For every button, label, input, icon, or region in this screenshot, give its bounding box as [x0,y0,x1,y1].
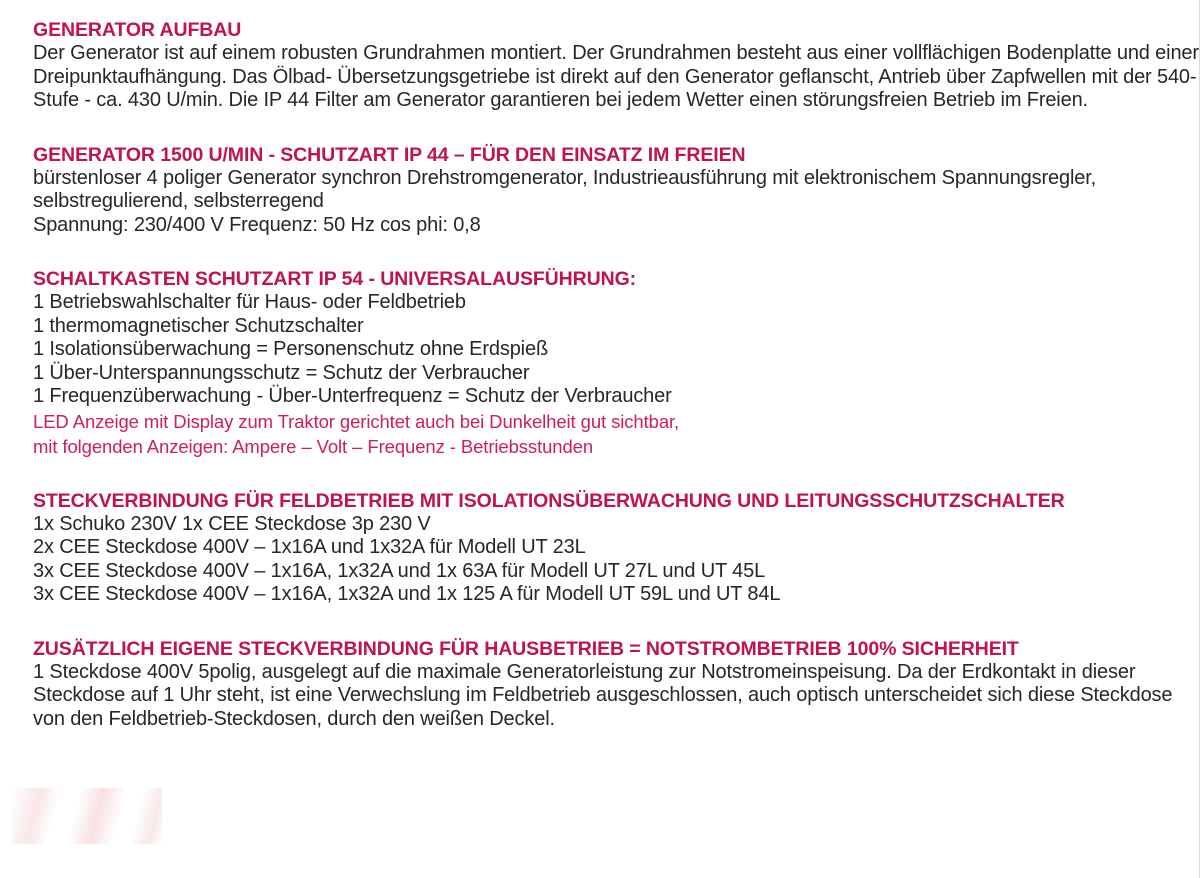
section-heading: SCHALTKASTEN SCHUTZART IP 54 - UNIVERSALAUSFÜHRUNG: [33,268,637,290]
spec-line: 1 Über-Unterspannungsschutz = Schutz der Verbraucher [33,361,530,384]
section-generator-aufbau [33,18,1199,113]
spec-line: Spannung: 230/400 V Frequenz: 50 Hz cos phi: 0,8 [33,213,481,236]
section-spacer [33,459,1199,489]
section-spacer [33,113,1199,143]
section-steckverbindung-feldbetrieb [33,489,1199,607]
section-paragraph: 1 Steckdose 400V 5polig, ausgelegt auf die maximale Generatorleistung zur Notstromeinspeisung. Da der Erdkontakt in dieser Steckdose auf 1 Uhr steht, ist eine Verwechslung im Feldbetrieb ausgeschlossen, auch optisch unterscheidet sich diese Steckdose von den Feldbetrieb-Steckdosen, durch den weißen Deckel. [33,660,1173,730]
led-display-note: mit folgenden Anzeigen: Ampere – Volt – Frequenz - Betriebsstunden [33,435,594,457]
spec-line: 2x CEE Steckdose 400V – 1x16A und 1x32A für Modell UT 23L [33,536,586,558]
section-heading: GENERATOR AUFBAU [33,19,242,41]
section-steckverbindung-hausbetrieb [33,637,1199,732]
section-heading: GENERATOR 1500 U/MIN - SCHUTZART IP 44 – FÜR DEN EINSATZ IM FREIEN [33,143,746,166]
spec-line: 1 thermomagnetischer Schutzschalter [33,314,364,337]
spec-line: bürstenloser 4 poliger Generator synchron Drehstromgenerator, Industrieausführung mit elektronischem Spannungsregler, selbstregulierend, selbsterregend [33,166,1097,212]
spec-line: 3x CEE Steckdose 400V – 1x16A, 1x32A und 1x 63A für Modell UT 27L und UT 45L [33,559,766,582]
section-paragraph: Der Generator ist auf einem robusten Grundrahmen montiert. Der Grundrahmen besteht aus einer vollflächigen Bodenplatte und einer Dreipunktaufhängung. Das Ölbad- Übersetzungsgetriebe ist direkt auf den Generator geflanscht, Antrieb über Zapfwellen mit der 540-Stufe - ca. 430 U/min. Die IP 44 Filter am Generator garantieren bei jedem Wetter einen störungsfreien Betrieb im Freien. [33,42,1199,111]
section-heading: STECKVERBINDUNG FÜR FELDBETRIEB MIT ISOLATIONSÜBERWACHUNG UND LEITUNGSSCHUTZSCHALTER [33,489,1065,512]
section-schaltkasten [33,267,1199,459]
spec-line: 1 Betriebswahlschalter für Haus- oder Feldbetrieb [33,291,466,313]
scan-watermark [12,788,162,844]
spec-line: 1 Isolationsüberwachung = Personenschutz ohne Erdspieß [33,338,549,360]
section-spacer [33,237,1199,267]
spec-line: 1x Schuko 230V 1x CEE Steckdose 3p 230 V [33,512,431,535]
section-generator-1500 [33,143,1199,238]
spec-line: 1 Frequenzüberwachung - Über-Unterfrequenz = Schutz der Verbraucher [33,385,672,407]
section-heading: ZUSÄTZLICH EIGENE STECKVERBINDUNG FÜR HAUSBETRIEB = NOTSTROMBETRIEB 100% SICHERHEIT [33,637,1019,660]
led-display-note: LED Anzeige mit Display zum Traktor gerichtet auch bei Dunkelheit gut sichtbar, [33,410,680,432]
spec-line: 3x CEE Steckdose 400V – 1x16A, 1x32A und 1x 125 A für Modell UT 59L und UT 84L [33,583,781,605]
section-spacer [33,607,1199,637]
